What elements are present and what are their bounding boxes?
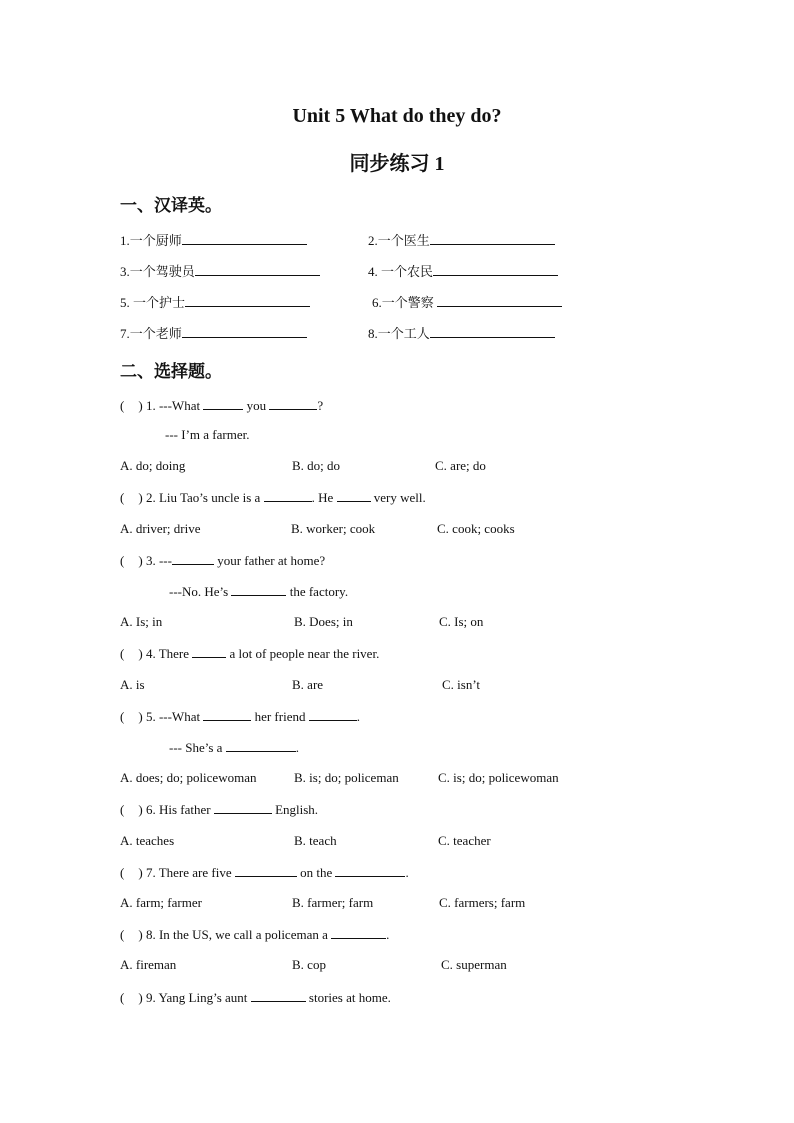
answer-blank[interactable] xyxy=(195,263,320,276)
question-8-option-a[interactable]: A. fireman xyxy=(120,957,177,972)
question-6: ( ) 6. His father English. xyxy=(120,802,319,817)
answer-blank[interactable] xyxy=(235,864,297,877)
question-5: ( ) 5. ---What her friend . xyxy=(120,709,360,724)
worksheet-title: Unit 5 What do they do? xyxy=(292,105,502,127)
answer-blank[interactable] xyxy=(192,645,226,658)
answer-blank[interactable] xyxy=(335,864,405,877)
answer-slot[interactable] xyxy=(124,646,138,658)
answer-blank[interactable] xyxy=(226,739,296,752)
worksheet-subtitle: 同步练习 1 xyxy=(349,153,445,175)
question-3-option-c[interactable]: C. Is; on xyxy=(439,614,484,629)
answer-blank[interactable] xyxy=(172,552,214,565)
translate-item-2: 2.一个医生 xyxy=(368,230,555,249)
question-1-option-a[interactable]: A. do; doing xyxy=(120,458,186,473)
question-2-option-b[interactable]: B. worker; cook xyxy=(291,521,376,536)
answer-blank[interactable] xyxy=(203,708,251,721)
answer-blank[interactable] xyxy=(203,397,243,410)
question-7-option-c[interactable]: C. farmers; farm xyxy=(439,895,526,910)
question-3-reply: ---No. He’s the factory. xyxy=(169,584,349,599)
question-6-option-c[interactable]: C. teacher xyxy=(438,833,491,848)
question-2-option-c[interactable]: C. cook; cooks xyxy=(437,521,515,536)
answer-blank[interactable] xyxy=(214,801,272,814)
question-9: ( ) 9. Yang Ling’s aunt stories at home. xyxy=(120,990,391,1005)
question-1-option-b[interactable]: B. do; do xyxy=(292,458,341,473)
question-4-option-c[interactable]: C. isn’t xyxy=(442,677,481,692)
section-heading-choice: 二、选择题。 xyxy=(120,362,222,381)
question-7: ( ) 7. There are five on the . xyxy=(120,865,409,880)
translate-item-7: 7.一个老师 xyxy=(120,323,307,342)
question-8: ( ) 8. In the US, we call a policeman a . xyxy=(120,927,390,942)
answer-blank[interactable] xyxy=(309,708,357,721)
answer-blank[interactable] xyxy=(430,325,555,338)
question-7-option-b[interactable]: B. farmer; farm xyxy=(292,895,374,910)
answer-slot[interactable] xyxy=(124,709,138,721)
question-5-option-c[interactable]: C. is; do; policewoman xyxy=(438,770,559,785)
answer-slot[interactable] xyxy=(124,990,138,1002)
question-4-option-b[interactable]: B. are xyxy=(292,677,324,692)
question-5-option-a[interactable]: A. does; do; policewoman xyxy=(120,770,257,785)
question-1: ( ) 1. ---What you ? xyxy=(120,398,324,413)
question-4-option-a[interactable]: A. is xyxy=(120,677,145,692)
translate-item-3: 3.一个驾驶员 xyxy=(120,261,320,280)
answer-blank[interactable] xyxy=(264,489,312,502)
answer-slot[interactable] xyxy=(124,802,138,814)
translate-item-5: 5. 一个护士 xyxy=(120,292,310,311)
question-2-option-a[interactable]: A. driver; drive xyxy=(120,521,201,536)
answer-blank[interactable] xyxy=(331,926,386,939)
answer-blank[interactable] xyxy=(437,294,562,307)
answer-blank[interactable] xyxy=(182,232,307,245)
question-6-option-b[interactable]: B. teach xyxy=(294,833,337,848)
section-heading-translate: 一、汉译英。 xyxy=(120,196,222,215)
question-4: ( ) 4. There a lot of people near the river. xyxy=(120,646,380,661)
answer-blank[interactable] xyxy=(269,397,317,410)
translate-item-6: 6.一个警察 xyxy=(372,292,562,311)
question-5-reply: --- She’s a . xyxy=(169,740,299,755)
answer-slot[interactable] xyxy=(124,865,138,877)
question-1-option-c[interactable]: C. are; do xyxy=(435,458,486,473)
question-8-option-c[interactable]: C. superman xyxy=(441,957,507,972)
answer-slot[interactable] xyxy=(124,490,138,502)
question-3: ( ) 3. --- your father at home? xyxy=(120,553,326,568)
question-3-option-b[interactable]: B. Does; in xyxy=(294,614,353,629)
answer-blank[interactable] xyxy=(182,325,307,338)
translate-item-4: 4. 一个农民 xyxy=(368,261,558,280)
question-7-option-a[interactable]: A. farm; farmer xyxy=(120,895,202,910)
translate-item-1: 1.一个厨师 xyxy=(120,230,307,249)
answer-slot[interactable] xyxy=(124,553,138,565)
question-6-option-a[interactable]: A. teaches xyxy=(120,833,175,848)
answer-blank[interactable] xyxy=(430,232,555,245)
question-3-option-a[interactable]: A. Is; in xyxy=(120,614,163,629)
answer-blank[interactable] xyxy=(251,989,306,1002)
answer-blank[interactable] xyxy=(337,489,371,502)
translate-item-8: 8.一个工人 xyxy=(368,323,555,342)
answer-blank[interactable] xyxy=(231,583,286,596)
answer-slot[interactable] xyxy=(124,927,138,939)
question-5-option-b[interactable]: B. is; do; policeman xyxy=(294,770,399,785)
question-1-reply: --- I’m a farmer. xyxy=(165,427,250,442)
question-8-option-b[interactable]: B. cop xyxy=(292,957,326,972)
answer-blank[interactable] xyxy=(433,263,558,276)
question-2: ( ) 2. Liu Tao’s uncle is a . He very well. xyxy=(120,490,426,505)
answer-slot[interactable] xyxy=(124,398,138,410)
answer-blank[interactable] xyxy=(185,294,310,307)
